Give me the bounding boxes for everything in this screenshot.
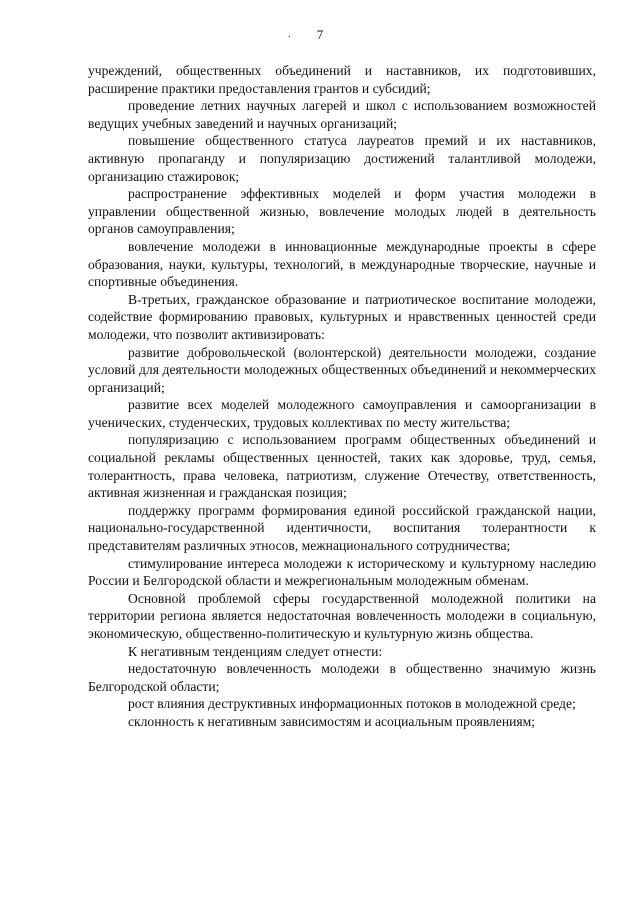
- paragraph: В-третьих, гражданское образование и патриотическое воспитание молодежи, содействие формированию правовых, культурных и нравственных ценностей среди молодежи, что позволит активизировать:: [88, 291, 596, 342]
- paragraph: развитие всех моделей молодежного самоуправления и самоорганизации в ученических, студенческих, трудовых коллективах по месту жительства;: [88, 397, 596, 430]
- paragraph: Основной проблемой сферы государственной молодежной политики на территории региона является недостаточная вовлеченность молодежи в социальную, экономическую, общественно-политическую и культурную жизнь общества.: [88, 590, 596, 641]
- paragraph: К негативным тенденциям следует отнести:: [128, 643, 383, 659]
- paragraph: вовлечение молодежи в инновационные международные проекты в сфере образования, науки, культуры, технологий, в международные творческие, научные и спортивные объединения.: [88, 238, 596, 290]
- paragraph: распространение эффективных моделей и форм участия молодежи в управлении общественной жизнью, вовлечение молодых людей в деятельность органов самоуправления;: [88, 186, 596, 237]
- paragraph: проведение летних научных лагерей и школ с использованием возможностей ведущих учебных заведений и научных организаций;: [88, 98, 596, 131]
- paragraph: рост влияния деструктивных информационных потоков в молодежной среде;: [128, 696, 576, 712]
- scan-mark: .: [288, 29, 291, 40]
- paragraph: повышение общественного статуса лауреатов премий и их наставников, активную пропаганду и популяризацию достижений талантливой молодежи, организацию стажировок;: [88, 133, 596, 184]
- paragraph: учреждений, общественных объединений и наставников, их подготовивших, расширение практики предоставления грантов и субсидий;: [88, 63, 596, 96]
- paragraph: поддержку программ формирования единой российской гражданской нации, национально-государственной идентичности, воспитания толерантности к представителям различных этносов, межнационального сотрудничества;: [88, 502, 596, 554]
- paragraph: стимулирование интереса молодежи к историческому и культурному наследию России и Белгородской области и межрегиональным молодежным обменам.: [88, 555, 596, 589]
- paragraph: популяризацию с использованием программ общественных объединений и социальной рекламы общественных ценностей, таких как здоровье, труд, семья, толерантность, права человека, патриотизм, служение Отечеству, ответственность, активная жизненная и гражданская позиция;: [88, 432, 596, 501]
- paragraph: развитие добровольческой (волонтерской) деятельности молодежи, создание условий для деятельности молодежных общественных объединений и некоммерческих организаций;: [88, 344, 596, 395]
- page-number: 7: [316, 27, 324, 42]
- body-text: [88, 62, 596, 731]
- paragraph: недостаточную вовлеченность молодежи в общественно значимую жизнь Белгородской области;: [88, 661, 596, 694]
- paragraph: склонность к негативным зависимостям и асоциальным проявлениям;: [128, 713, 536, 729]
